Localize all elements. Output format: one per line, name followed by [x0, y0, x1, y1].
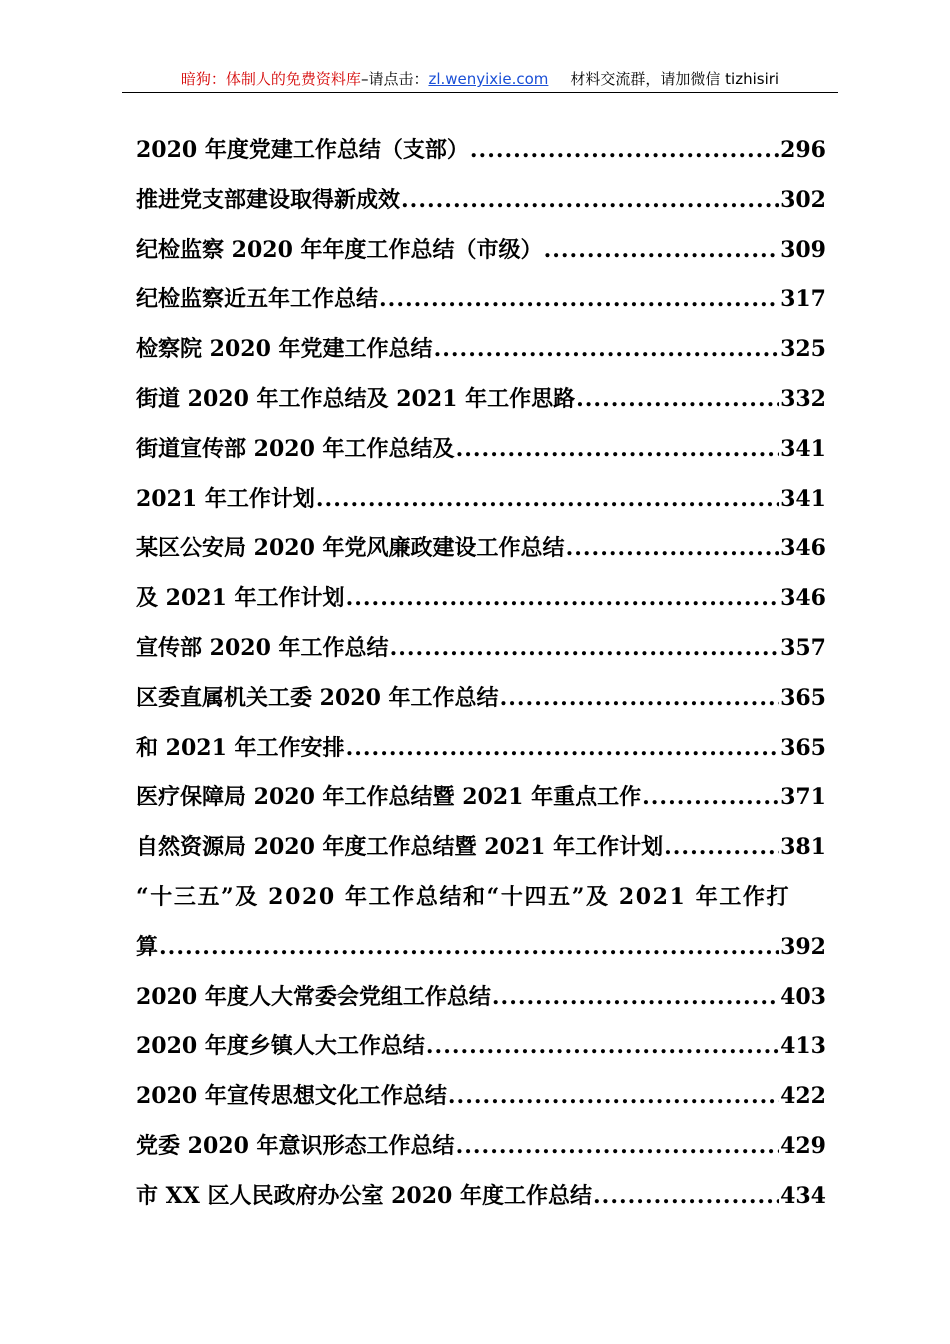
toc-entry-title: 医疗保障局 2020 年工作总结暨 2021 年重点工作 [136, 784, 642, 811]
toc-leader-dots [426, 1022, 779, 1072]
toc-entry-title: 市 XX 区人民政府办公室 2020 年度工作总结 [136, 1182, 593, 1209]
toc-leader-dots [346, 574, 780, 624]
toc-entry-page: 392 [780, 933, 826, 960]
toc-entry[interactable] [136, 126, 826, 176]
toc-leader-dots [401, 176, 779, 226]
toc-entry[interactable] [136, 1022, 826, 1072]
toc-entry[interactable] [136, 724, 826, 774]
toc-entry-page: 357 [780, 634, 826, 661]
toc-entry-page: 365 [780, 684, 826, 711]
toc-entry-page: 332 [780, 385, 826, 412]
header-brand: 暗狗：体制人的免费资料库 [180, 70, 361, 88]
toc-leader-dots [434, 325, 780, 375]
toc-entry-page: 381 [780, 834, 826, 861]
toc-entry[interactable] [136, 226, 826, 276]
toc-entry-page: 346 [780, 585, 826, 612]
toc-entry[interactable] [136, 624, 826, 674]
toc-entry-title: 街道宣传部 2020 年工作总结及 [136, 435, 455, 462]
toc-leader-dots [642, 773, 779, 823]
toc-entry[interactable] [136, 475, 826, 525]
toc-leader-dots [500, 674, 780, 724]
toc-entry-wrapped-line[interactable] [136, 873, 826, 923]
toc-leader-dots [664, 823, 779, 873]
toc-leader-dots [456, 1122, 780, 1172]
toc-entry[interactable] [136, 1122, 826, 1172]
toc-entry-title: 算 [136, 933, 159, 960]
toc-entry[interactable] [136, 674, 826, 724]
toc-entry-title: 和 2021 年工作安排 [136, 734, 345, 761]
toc-entry[interactable] [136, 275, 826, 325]
toc-leader-dots [456, 425, 780, 475]
toc-entry[interactable] [136, 375, 826, 425]
toc-entry[interactable] [136, 1172, 826, 1222]
toc-entry-page: 403 [780, 983, 826, 1010]
toc-leader-dots [470, 126, 779, 176]
toc-entry-page: 371 [780, 784, 826, 811]
toc-leader-dots [566, 524, 780, 574]
toc-leader-dots [448, 1072, 779, 1122]
toc-entry-title: 某区公安局 2020 年党风廉政建设工作总结 [136, 535, 565, 562]
toc-entry-title: 街道 2020 年工作总结及 2021 年工作思路 [136, 385, 576, 412]
table-of-contents [136, 126, 826, 1222]
toc-entry[interactable] [136, 176, 826, 226]
toc-entry[interactable] [136, 425, 826, 475]
toc-entry-title: 2020 年宣传思想文化工作总结 [136, 1083, 447, 1110]
toc-entry[interactable] [136, 325, 826, 375]
toc-entry[interactable] [136, 574, 826, 624]
toc-entry-title: 2020 年度人大常委会党组工作总结 [136, 983, 491, 1010]
toc-leader-dots [346, 724, 780, 774]
toc-entry-title: “十三五”及 2020 年工作总结和“十四五”及 2021 年工作打 [136, 883, 791, 910]
toc-entry-title: 及 2021 年工作计划 [136, 585, 345, 612]
toc-leader-dots [316, 475, 779, 525]
header-contact: 材料交流群，请加微信 tizhisiri [570, 70, 780, 88]
page-header [122, 68, 838, 93]
toc-entry-page: 413 [780, 1033, 826, 1060]
toc-entry-page: 302 [780, 186, 826, 213]
toc-entry-title: 2021 年工作计划 [136, 485, 315, 512]
toc-leader-dots [593, 1172, 779, 1222]
toc-entry-title: 2020 年度党建工作总结（支部） [136, 137, 469, 163]
toc-entry-page: 346 [780, 535, 826, 562]
toc-leader-dots [390, 624, 780, 674]
toc-entry-page: 341 [780, 435, 826, 462]
toc-entry-title: 纪检监察近五年工作总结 [136, 286, 379, 313]
header-link[interactable]: zl.wenyixie.com [428, 70, 549, 88]
toc-entry-title: 2020 年度乡镇人大工作总结 [136, 1033, 425, 1060]
toc-entry-page: 341 [780, 485, 826, 512]
toc-leader-dots [159, 923, 779, 973]
toc-entry-page: 365 [780, 734, 826, 761]
toc-entry-page: 296 [780, 137, 826, 163]
toc-entry-page: 429 [780, 1132, 826, 1159]
toc-entry[interactable] [136, 973, 826, 1023]
toc-entry-title: 纪检监察 2020 年年度工作总结（市级） [136, 236, 543, 263]
toc-leader-dots [544, 226, 780, 276]
toc-entry-title: 推进党支部建设取得新成效 [136, 186, 401, 213]
toc-entry[interactable] [136, 1072, 826, 1122]
toc-entry-page: 309 [780, 236, 826, 263]
header-prompt: –请点击： [360, 70, 429, 88]
toc-entry-title: 自然资源局 2020 年度工作总结暨 2021 年工作计划 [136, 834, 664, 861]
toc-entry-title: 检察院 2020 年党建工作总结 [136, 336, 433, 363]
toc-entry-page: 434 [780, 1182, 826, 1209]
toc-entry-title: 区委直属机关工委 2020 年工作总结 [136, 684, 499, 711]
toc-entry-page: 317 [780, 286, 826, 313]
toc-entry[interactable] [136, 823, 826, 873]
toc-entry-title: 宣传部 2020 年工作总结 [136, 634, 389, 661]
toc-leader-dots [576, 375, 779, 425]
toc-entry[interactable] [136, 524, 826, 574]
toc-entry-title: 党委 2020 年意识形态工作总结 [136, 1132, 455, 1159]
toc-entry-page: 325 [780, 336, 826, 363]
toc-leader-dots [379, 275, 779, 325]
toc-leader-dots [492, 973, 779, 1023]
toc-entry[interactable] [136, 923, 826, 973]
toc-entry[interactable] [136, 773, 826, 823]
toc-entry-page: 422 [780, 1083, 826, 1110]
